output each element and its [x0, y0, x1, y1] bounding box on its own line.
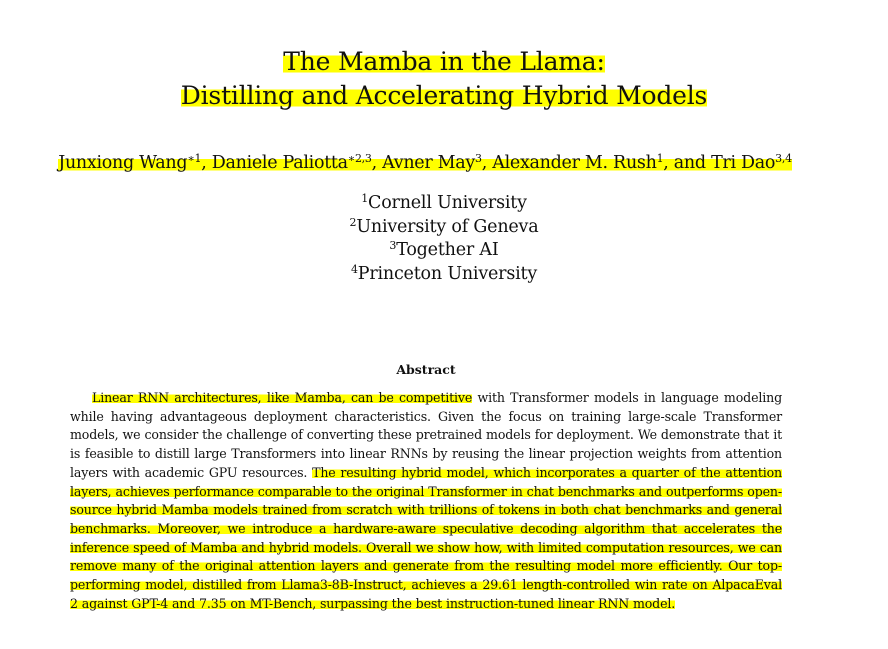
author-affil-mark: ∗1 [187, 152, 202, 165]
affiliation-item [0, 216, 888, 240]
affiliation-mark: 3 [389, 239, 397, 252]
author-list-highlight [58, 153, 792, 173]
title-line-2-text: Distilling and Accelerating Hybrid Models [180, 81, 708, 110]
author-separator: , [371, 153, 383, 173]
author-affil-mark: ∗2,3 [347, 152, 372, 165]
affiliation-item [0, 263, 888, 287]
author-name: Junxiong Wang [58, 153, 188, 173]
author-separator: , and [663, 153, 712, 173]
abstract-plain-1: with Transformer models in language modeling while having advantageous deployment characteristics. Given the focus on training large-scale Transformer models, we consider the challenge of converting these pretrained models for deployment. We demonstrate that it is feasible to distill large Transformers into linear RNNs by reusing the linear projection weights from attention layers with academic GPU resources. [70, 390, 782, 480]
abstract-body [70, 389, 782, 613]
title-line-2 [0, 79, 888, 113]
author-separator: , [201, 153, 212, 173]
title-line-1-text: The Mamba in the Llama: [283, 47, 605, 76]
author-name: Avner May [382, 153, 476, 173]
affiliation-name: University of Geneva [356, 216, 539, 237]
title-line-1 [0, 45, 888, 79]
affiliation-name: Cornell University [368, 193, 527, 213]
affiliation-mark: 4 [350, 262, 358, 276]
affiliation-name: Princeton University [357, 263, 538, 284]
affiliation-mark: 2 [349, 215, 357, 229]
affiliation-item [0, 192, 888, 216]
affiliation-list [0, 192, 888, 286]
author-name: Alexander M. Rush [492, 153, 657, 173]
paper-title [0, 45, 888, 113]
abstract-highlight-2: The resulting hybrid model, which incorporates a quarter of the attention layers, achieves performance comparable to the original Transformer in chat benchmarks and outperforms open-source hybrid Mamba models trained from scratch with trillions of tokens in both chat benchmarks and general benchmarks. Moreover, we introduce a hardware-aware speculative decoding algorithm that accelerates the inference speed of Mamba and hybrid models. Overall we show how, with limited computation resources, we can remove many of the original attention layers and generate from the resulting model more efficiently. Our top-performing model, distilled from Llama3-8B-Instruct, achieves a 29.61 length-controlled win rate on AlpacaEval 2 against GPT-4 and 7.35 on MT-Bench, surpassing the best instruction-tuned linear RNN model. [70, 464, 782, 611]
author-affil-mark: 3 [475, 152, 482, 165]
affiliation-name: Together AI [396, 240, 499, 260]
affiliation-mark: 1 [361, 192, 368, 205]
abstract-highlight-1: Linear RNN architectures, like Mamba, can be competitive [92, 390, 473, 405]
author-affil-mark: 1 [656, 152, 664, 165]
author-name: Tri Dao [711, 153, 776, 173]
abstract-heading: Abstract [396, 362, 456, 377]
affiliation-item [0, 239, 888, 263]
author-affil-mark: 3,4 [775, 152, 792, 165]
author-separator: , [481, 153, 493, 173]
author-list [0, 150, 850, 176]
author-name: Daniele Paliotta [211, 153, 348, 173]
